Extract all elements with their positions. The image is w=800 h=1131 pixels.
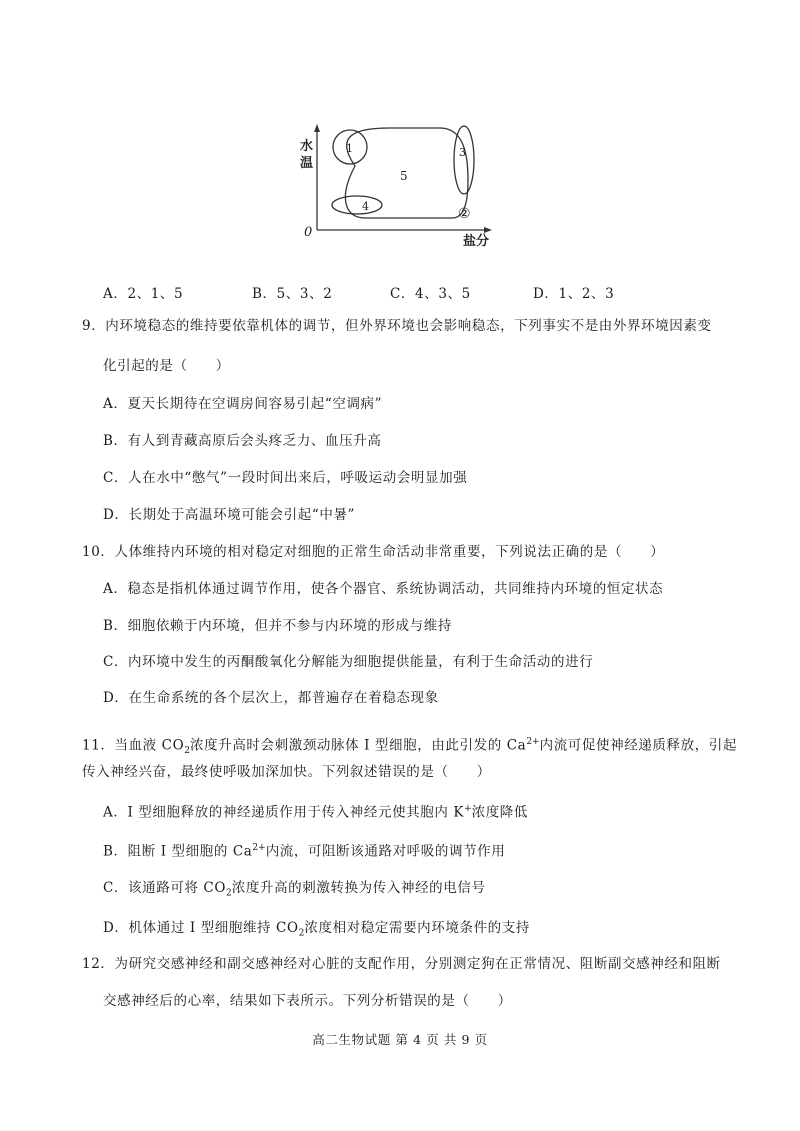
x-label: 盐分: [463, 234, 490, 248]
q9-stem-line2: 化引起的是（ ）: [103, 358, 230, 374]
q9-option-a: A．夏天长期待在空调房间容易引起“空调病”: [103, 396, 383, 412]
q11-ca-superscript: 2+: [526, 737, 540, 747]
q8-option-d: D．1、2、3: [533, 286, 615, 302]
q8-option-a: A．2、1、5: [103, 286, 184, 302]
region-3-label: 3: [459, 146, 466, 159]
q11-option-b-sup: 2+: [252, 843, 266, 853]
q9-stem-line1: 9．内环境稳态的维持要依靠机体的调节，但外界环境也会影响稳态，下列事实不是由外界环境因素变: [82, 318, 712, 334]
y-label-top: 水: [300, 139, 314, 154]
origin-label: 0: [304, 225, 313, 240]
q12-stem-line2: 交感神经后的心率，结果如下表所示。下列分析错误的是（ ）: [103, 993, 512, 1009]
q10-stem: 10．人体维持内环境的相对稳定对细胞的正常生命活动非常重要，下列说法正确的是（ ）: [82, 544, 665, 560]
q11-option-b-part1: B．阻断 I 型细胞的 Ca: [103, 843, 253, 860]
q11-option-c-part2: 浓度升高的刺激转换为传入神经的电信号: [231, 880, 486, 896]
q11-option-c-part1: C．该通路可将 CO: [103, 880, 227, 896]
q10-option-a: A．稳态是指机体通过调节作用，使各个器官、系统协调活动，共同维持内环境的恒定状态: [103, 581, 664, 597]
region-5-label: 5: [400, 169, 408, 183]
q11-option-b: [103, 839, 505, 861]
q9-option-c: C．人在水中“憋气”一段时间出来后，呼吸运动会明显加强: [103, 470, 468, 486]
region-3-ellipse: [454, 126, 474, 194]
x-axis-arrow: [484, 227, 492, 233]
q11-option-d-part1: D．机体通过 I 型细胞维持 CO: [103, 920, 299, 936]
q10-option-d: D．在生命系统的各个层次上，都普遍存在着稳态现象: [103, 690, 439, 706]
q8-option-c: C．4、3、5: [390, 286, 471, 302]
q12-stem-line1: 12．为研究交感神经和副交感神经对心脏的支配作用，分别测定狗在正常情况、阻断副交感神经和阻断: [82, 956, 721, 972]
q11-stem-part3: 内流可促使神经递质释放，引起: [539, 737, 737, 754]
q11-option-a-part1: A．I 型细胞释放的神经递质作用于传入神经元使其胞内 K: [103, 804, 465, 821]
region-4-label: 4: [362, 200, 369, 213]
diagram-svg: [290, 118, 510, 248]
y-axis-arrow: [314, 124, 320, 132]
q11-stem-line2: 传入神经兴奋，最终使呼吸加深加快。下列叙述错误的是（ ）: [82, 764, 491, 780]
q11-option-c: [103, 879, 486, 903]
q11-option-a-part2: 浓度降低: [471, 804, 529, 821]
q11-stem-part2: 浓度升高时会刺激颈动脉体 I 型细胞，由此引发的 Ca: [190, 737, 527, 754]
q11-stem-line1: [82, 733, 737, 760]
q11-option-a-sup: +: [464, 804, 472, 814]
q11-co2-subscript: 2: [184, 746, 191, 757]
water-temperature-salinity-diagram: [290, 118, 510, 248]
region-2-label: ②: [458, 206, 471, 222]
q11-option-a: [103, 800, 528, 822]
q8-option-b: B．5、3、2: [252, 286, 333, 302]
region-4-ellipse: [332, 196, 382, 214]
q11-option-d: [103, 919, 530, 943]
q9-option-d: D．长期处于高温环境可能会引起“中暑”: [103, 507, 356, 523]
page-footer: 高二生物试题 第 4 页 共 9 页: [312, 1032, 488, 1047]
region-1-label: 1: [346, 142, 353, 155]
q11-option-b-part2: 内流，可阻断该通路对呼吸的调节作用: [265, 843, 506, 860]
q11-stem-part1: 11．当血液 CO: [82, 737, 185, 754]
q10-option-b: B．细胞依赖于内环境，但并不参与内环境的形成与维持: [103, 618, 452, 634]
y-label-bottom: 温: [300, 156, 314, 171]
q11-option-c-sub: 2: [226, 888, 232, 899]
q11-option-d-part2: 浓度相对稳定需要内环境条件的支持: [304, 920, 530, 936]
q9-option-b: B．有人到青藏高原后会头疼乏力、血压升高: [103, 433, 382, 449]
q11-option-d-sub: 2: [298, 928, 305, 939]
q10-option-c: C．内环境中发生的丙酮酸氧化分解能为细胞提供能量，有利于生命活动的进行: [103, 654, 594, 670]
